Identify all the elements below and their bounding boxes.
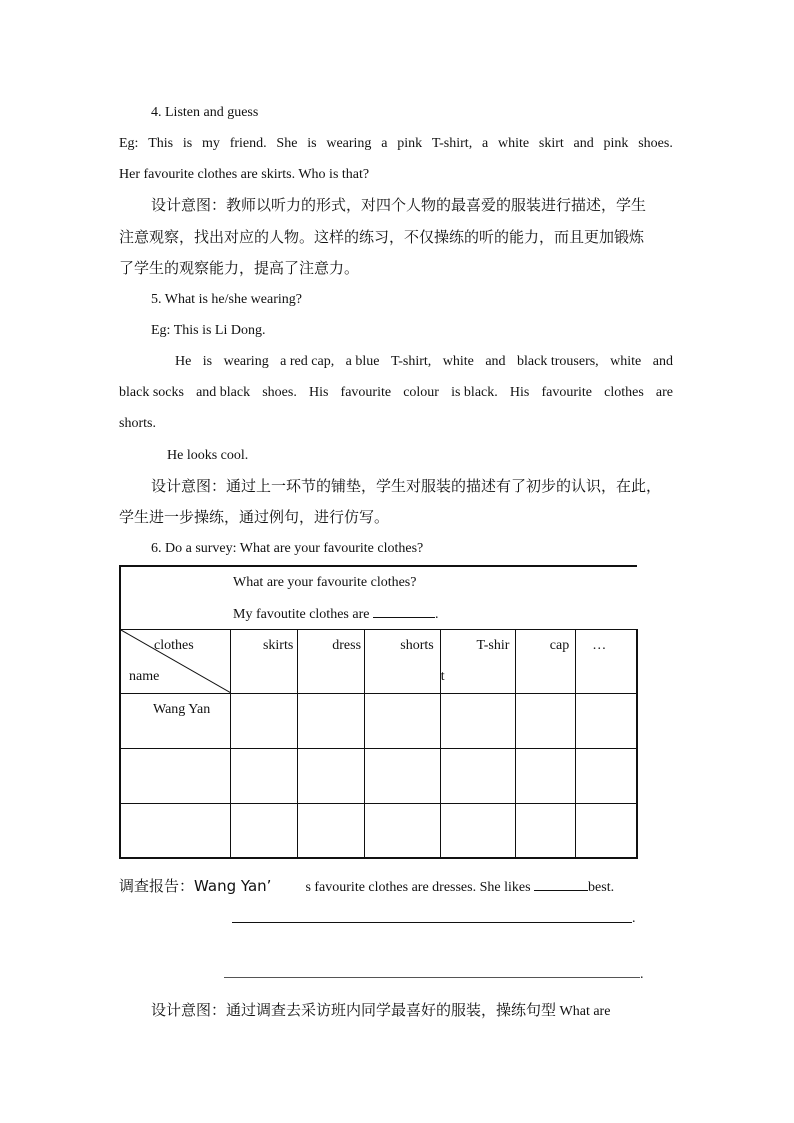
column-header-more bbox=[576, 629, 637, 693]
example-word: She bbox=[276, 136, 298, 151]
survey-answer-blank bbox=[373, 617, 435, 618]
column-header-dress-label: dress bbox=[332, 637, 362, 653]
answer-line-2-end: . bbox=[640, 967, 644, 982]
example-word: T-shirt, bbox=[431, 136, 473, 151]
survey-question: What are your favourite clothes? bbox=[233, 575, 417, 590]
survey-cell[interactable] bbox=[576, 693, 637, 748]
section-4-heading: 4. Listen and guess bbox=[151, 105, 259, 120]
description-word: He bbox=[175, 354, 192, 369]
survey-answer-prefix: My favoutite clothes are bbox=[233, 607, 370, 622]
survey-cell[interactable] bbox=[440, 803, 516, 858]
survey-cell[interactable] bbox=[230, 803, 298, 858]
survey-report-blank[interactable] bbox=[534, 890, 588, 891]
section-5-intent-line-1: 设计意图：通过上一环节的铺垫，学生对服装的描述有了初步的认识，在此， bbox=[151, 477, 662, 495]
example-word: my bbox=[202, 136, 220, 151]
example-word: is bbox=[182, 136, 193, 151]
answer-line-2[interactable] bbox=[224, 977, 640, 978]
section-4-intent-line-2: 注意观察，找出对应的人物。这样的练习，不仅操练的听的能力，而且更加锻炼 bbox=[119, 228, 645, 246]
example-word: skirt bbox=[538, 136, 564, 151]
column-header-tshirt bbox=[440, 629, 516, 693]
survey-cell[interactable] bbox=[516, 803, 576, 858]
description-word: and black bbox=[196, 385, 251, 400]
corner-label-name: name bbox=[129, 668, 160, 684]
survey-cell[interactable] bbox=[365, 748, 441, 803]
column-header-cap bbox=[516, 629, 576, 693]
survey-answer-template bbox=[233, 607, 438, 623]
survey-report bbox=[119, 877, 614, 897]
column-header-cap-label: cap bbox=[549, 637, 570, 653]
section-6-intent bbox=[151, 1001, 610, 1021]
survey-answer-suffix: . bbox=[434, 607, 439, 622]
survey-cell[interactable] bbox=[298, 748, 365, 803]
column-header-tshirt-wrap: t bbox=[440, 668, 445, 684]
description-word: wearing bbox=[223, 354, 269, 369]
example-word: wearing bbox=[326, 136, 372, 151]
survey-cell[interactable] bbox=[440, 693, 516, 748]
section-4-example-line-1 bbox=[119, 135, 673, 153]
section-5-heading: 5. What is he/she wearing? bbox=[151, 292, 302, 307]
example-word: friend. bbox=[229, 136, 267, 151]
example-word: pink bbox=[603, 136, 629, 151]
survey-cell[interactable] bbox=[576, 748, 637, 803]
survey-header-cell bbox=[120, 566, 637, 629]
description-word: favourite bbox=[340, 385, 392, 400]
section-5-description-line-1 bbox=[175, 353, 673, 371]
survey-cell[interactable] bbox=[230, 693, 298, 748]
description-word: are bbox=[655, 385, 673, 400]
description-word: a red cap, bbox=[280, 354, 335, 369]
description-word: His bbox=[308, 385, 329, 400]
column-header-tshirt-label: T-shir bbox=[476, 637, 510, 653]
section-5-description-line-2 bbox=[119, 384, 673, 402]
example-word: This bbox=[148, 136, 174, 151]
description-word: colour bbox=[403, 385, 439, 400]
section-6-heading: 6. Do a survey: What are your favourite clothes? bbox=[151, 541, 424, 556]
row-name-cell[interactable] bbox=[120, 748, 230, 803]
survey-cell[interactable] bbox=[298, 803, 365, 858]
survey-report-text: s favourite clothes are dresses. She likes bbox=[305, 880, 531, 895]
survey-cell[interactable] bbox=[516, 693, 576, 748]
description-word: a blue bbox=[345, 354, 380, 369]
section-4-intent-line-1: 设计意图：教师以听力的形式，对四个人物的最喜爱的服装进行描述，学生 bbox=[151, 196, 647, 214]
row-name-wang-yan: Wang Yan bbox=[153, 701, 211, 717]
survey-cell[interactable] bbox=[298, 693, 365, 748]
example-word: is bbox=[307, 136, 317, 151]
example-word: a bbox=[381, 136, 388, 151]
description-word: is bbox=[202, 354, 213, 369]
column-header-skirts-label: skirts bbox=[262, 637, 294, 653]
description-word: and bbox=[652, 354, 673, 369]
column-header-shorts-label: shorts bbox=[400, 637, 434, 653]
corner-diagonal-cell bbox=[120, 629, 230, 693]
description-word: is black. bbox=[451, 385, 498, 400]
row-name-cell[interactable] bbox=[120, 803, 230, 858]
description-word: black socks bbox=[119, 385, 184, 400]
survey-report-prefix: 调查报告：Wang Yan’ bbox=[119, 877, 272, 895]
column-header-more-label: … bbox=[592, 637, 607, 653]
row-name-cell bbox=[120, 693, 230, 748]
column-header-skirts bbox=[230, 629, 298, 693]
column-header-dress bbox=[298, 629, 365, 693]
example-word: white bbox=[497, 136, 530, 151]
section-4-intent-line-3: 了学生的观察能力，提高了注意力。 bbox=[119, 259, 360, 277]
survey-cell[interactable] bbox=[516, 748, 576, 803]
description-word: black trousers, bbox=[517, 354, 599, 369]
description-word: clothes bbox=[604, 385, 644, 400]
description-word: T-shirt, bbox=[390, 354, 432, 369]
section-6-intent-en: What are bbox=[559, 1004, 611, 1019]
section-5-description-line-3: shorts. bbox=[119, 416, 156, 431]
survey-cell[interactable] bbox=[365, 693, 441, 748]
example-word: a bbox=[481, 136, 489, 151]
example-word: shoes. bbox=[638, 136, 673, 151]
column-header-shorts bbox=[365, 629, 441, 693]
example-word: and bbox=[573, 136, 594, 151]
answer-line-1[interactable] bbox=[232, 922, 632, 923]
description-word: and bbox=[485, 354, 506, 369]
survey-report-suffix: best. bbox=[588, 880, 615, 895]
section-5-intent-line-2: 学生进一步操练，通过例句，进行仿写。 bbox=[119, 508, 390, 526]
description-word: His bbox=[509, 385, 530, 400]
description-word: shoes. bbox=[262, 385, 297, 400]
survey-cell[interactable] bbox=[365, 803, 441, 858]
example-word: pink bbox=[397, 136, 423, 151]
description-word: favourite bbox=[541, 385, 592, 400]
example-word: Eg: bbox=[119, 136, 139, 151]
section-5-example-line: Eg: This is Li Dong. bbox=[151, 323, 266, 338]
description-word: white bbox=[442, 354, 474, 369]
survey-cell[interactable] bbox=[230, 748, 298, 803]
section-6-intent-cn: 设计意图：通过调查去采访班内同学最喜好的服装，操练句型 bbox=[151, 1001, 557, 1019]
survey-cell[interactable] bbox=[440, 748, 516, 803]
answer-line-1-end: . bbox=[632, 911, 636, 926]
corner-label-clothes: clothes bbox=[154, 637, 194, 653]
section-5-description-line-4: He looks cool. bbox=[167, 448, 249, 463]
section-4-example-line-2: Her favourite clothes are skirts. Who is that? bbox=[119, 167, 370, 182]
survey-cell[interactable] bbox=[576, 803, 637, 858]
survey-table bbox=[119, 565, 638, 859]
description-word: white bbox=[610, 354, 642, 369]
